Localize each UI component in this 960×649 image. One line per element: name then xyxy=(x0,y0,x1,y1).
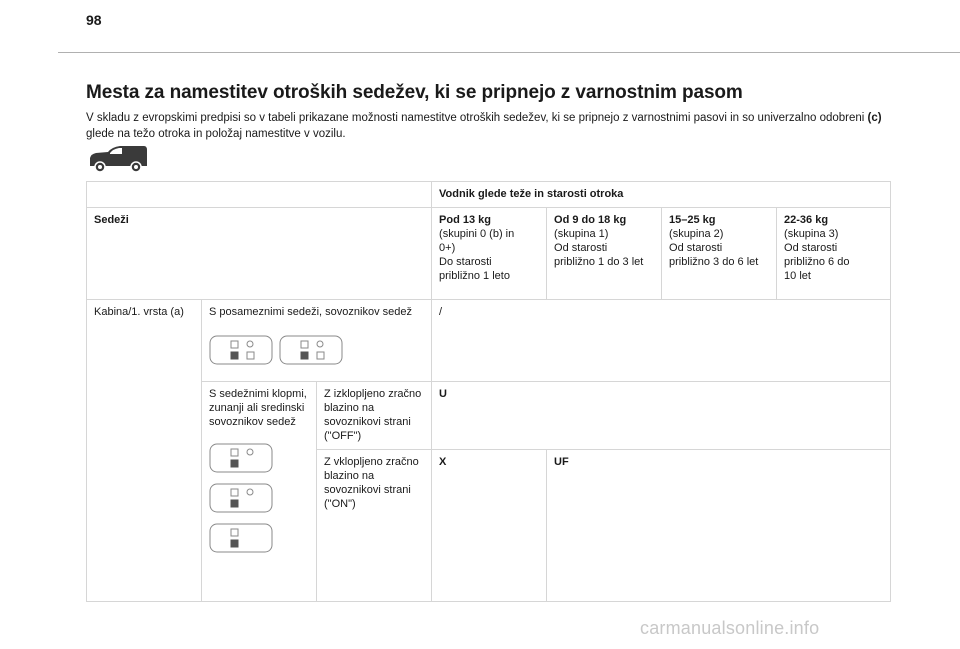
group-weight: 15–25 kg xyxy=(669,214,716,226)
page-number: 98 xyxy=(86,12,102,28)
group-weight: 22-36 kg xyxy=(784,214,829,226)
table-row xyxy=(87,382,891,450)
watermark: carmanualsonline.info xyxy=(640,618,820,638)
weight-header: Vodnik glede teže in starosti otroka xyxy=(432,182,891,208)
group-cell-3 xyxy=(777,208,891,300)
page-title: Mesta za namestitev otroških sedežev, ki se pripnejo z varnostnim pasom xyxy=(86,82,743,103)
value-cell-airbag-on-group0: X xyxy=(432,450,547,602)
group-weight: Pod 13 kg xyxy=(439,214,491,226)
value-cell-airbag-off: U xyxy=(432,382,891,450)
group-line: Do starosti xyxy=(439,256,492,268)
group-line: približno 6 do xyxy=(784,256,850,268)
group-line: Od starosti xyxy=(554,242,608,254)
group-line: (skupina 3) xyxy=(784,228,839,240)
group-line: približno 3 do 6 let xyxy=(669,256,759,268)
intro-text-end: glede na težo otroka in položaj namestitve v vozilu. xyxy=(86,128,346,140)
group-line: Od starosti xyxy=(669,242,723,254)
group-line: Od starosti xyxy=(784,242,838,254)
intro-paragraph xyxy=(86,110,896,142)
group-line: 10 let xyxy=(784,270,811,282)
value-cell-single: / xyxy=(432,300,891,382)
seat-diagrams xyxy=(209,443,310,553)
seat-type-text: S posameznimi sedeži, sovoznikov sedež xyxy=(209,306,412,318)
value-cell-airbag-on-groups123: UF xyxy=(547,450,891,602)
group-line: (skupina 2) xyxy=(669,228,724,240)
group-weight: Od 9 do 18 kg xyxy=(554,214,627,226)
group-cell-1 xyxy=(547,208,662,300)
seat-type-single xyxy=(202,300,432,382)
seat-type-text: S sedežnimi klopmi, zunanji ali sredinski sovoznikov sedež xyxy=(209,388,307,428)
group-line: (skupina 1) xyxy=(554,228,609,240)
car-seat-diagram-icon xyxy=(209,443,273,473)
group-line: 0+) xyxy=(439,242,456,254)
group-line: (skupini 0 (b) in xyxy=(439,228,515,240)
airbag-on-cell: Z vklopljeno zračno blazino na sovoznikovi strani ("ON") xyxy=(317,450,432,602)
airbag-off-cell: Z izklopljeno zračno blazino na sovoznikovi strani ("OFF") xyxy=(317,382,432,450)
group-cell-2 xyxy=(662,208,777,300)
car-seat-diagram-icon xyxy=(209,523,273,553)
car-seat-diagram-icon xyxy=(279,335,343,365)
table-group-row xyxy=(87,208,891,300)
group-line: približno 1 do 3 let xyxy=(554,256,644,268)
table-row xyxy=(87,300,891,382)
header-rule xyxy=(58,52,960,53)
seat-type-bench xyxy=(202,382,317,602)
car-seat-diagram-icon xyxy=(209,335,273,365)
group-line: približno 1 leto xyxy=(439,270,510,282)
group-cell-0 xyxy=(432,208,547,300)
van-icon xyxy=(86,144,150,174)
intro-note-ref: (c) xyxy=(867,112,882,124)
row-label-cabin: Kabina/1. vrsta (a) xyxy=(87,300,202,602)
table-header-row xyxy=(87,182,891,208)
intro-text: V skladu z evropskimi predpisi so v tabeli prikazane možnosti namestitve otroških sedežev, ki se pripnejo z varnostnimi pasovi in so univerzalno odobreni xyxy=(86,112,868,124)
seats-header: Sedeži xyxy=(87,208,432,300)
car-seat-diagram-icon xyxy=(209,483,273,513)
seat-diagrams xyxy=(209,335,425,365)
seat-table xyxy=(86,181,891,602)
empty-header-cell xyxy=(87,182,432,208)
